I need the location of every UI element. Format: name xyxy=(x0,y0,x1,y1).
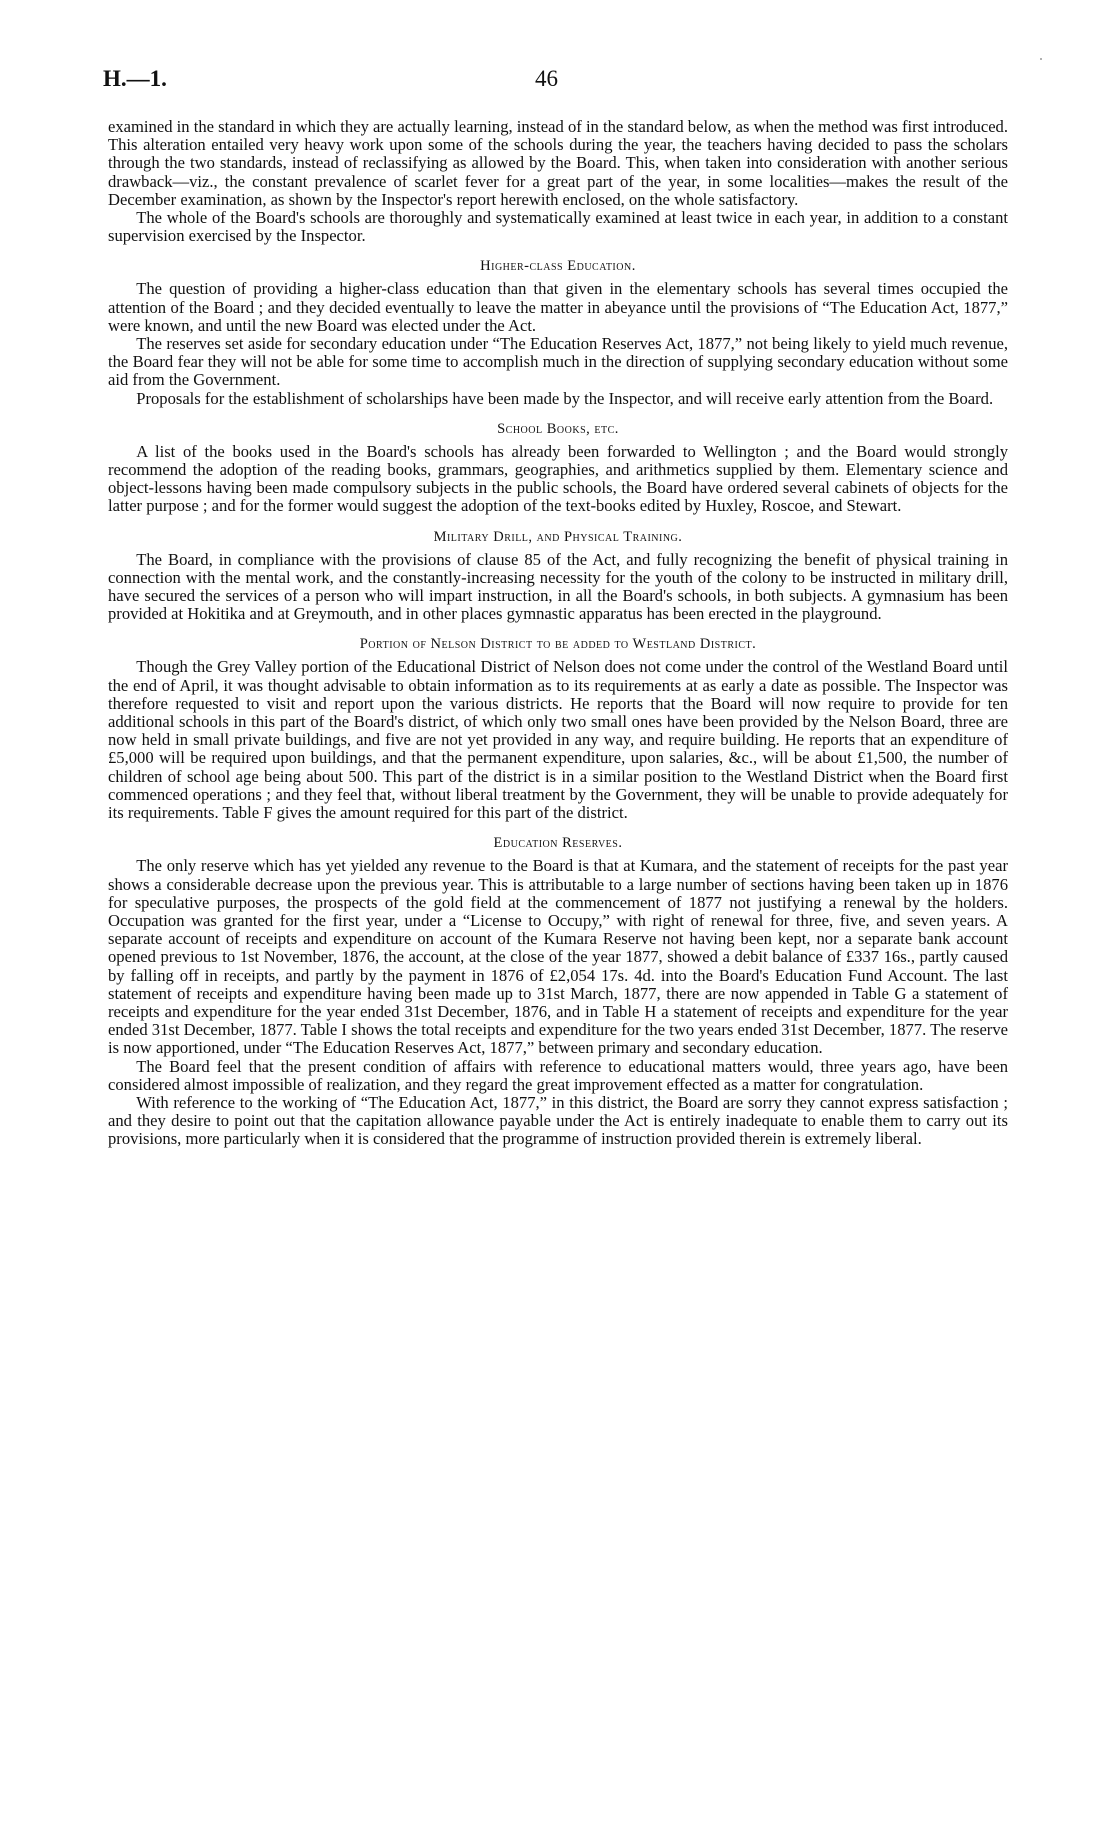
page-header xyxy=(103,66,1011,102)
paragraph: The reserves set aside for secondary education under “The Education Reserves Act, 1877,” not being likely to yield much revenue, the Board fear they will not be able for some time to accomplish much in the direction of supplying secondary education without some aid from the Government. xyxy=(108,334,1008,390)
paragraph: The question of providing a higher-class education than that given in the elementary schools has several times occupied the attention of the Board ; and they decided eventually to leave the matter in abeyance until the provisions of “The Education Act, 1877,” were known, and until the new Board was elected under the Act. xyxy=(108,279,1008,335)
paragraph: The Board feel that the present condition of affairs with reference to educational matters would, three years ago, have been considered almost impossible of realization, and they regard the great improvement effected as a matter for congratulation. xyxy=(108,1056,1008,1094)
document-reference: H.—1. xyxy=(103,66,167,91)
paragraph: Though the Grey Valley portion of the Educational District of Nelson does not come under the control of the Westland Board until the end of April, it was thought advisable to obtain information as to its requirements at as early a date as possible. The Inspector was therefore requested to visit and report upon the various districts. He reports that the Board will now require to provide for ten additional schools in this part of the Board's district, of which only two small ones have been provided by the Nelson Board, three are now held in small private buildings, and five are not yet provided in any way, and require building. He reports that an expenditure of £5,000 will be required upon buildings, and that the permanent expenditure, upon salaries, &c., will be about £1,500, the number of children of school age being about 500. This part of the district is in a similar position to the Westland District when the Board first commenced operations ; and they feel that, without liberal treatment by the Government, they will be unable to provide adequately for its requirements. Table F gives the amount required for this part of the district. xyxy=(108,657,1008,823)
section-heading-higher-class-education: Higher-class Education. xyxy=(480,258,636,275)
section-heading-nelson-district: Portion of Nelson District to be added to Westland District. xyxy=(359,636,757,653)
page-speck xyxy=(1040,58,1042,60)
paragraph: A list of the books used in the Board's schools has already been forwarded to Wellington ; and the Board would strongly recommend the adoption of the reading books, grammars, geographies, and arithmetics supplied by them. Elementary science and object-lessons having been made compulsory subjects in the public schools, the Board have ordered several cabinets of objects for the latter purpose ; and for the former would suggest the adoption of the text-books edited by Huxley, Roscoe, and Stewart. xyxy=(108,441,1008,516)
paragraph: With reference to the working of “The Education Act, 1877,” in this district, the Board are sorry they cannot express satisfaction ; and they desire to point out that the capitation allowance payable under the Act is entirely inadequate to enable them to carry out its provisions, more particularly when it is considered that the programme of instruction provided therein is extremely liberal. xyxy=(108,1092,1008,1149)
body-text xyxy=(108,118,1008,1149)
paragraph: Proposals for the establishment of scholarships have been made by the Inspector, and will receive early attention from the Board. xyxy=(136,388,994,408)
page-number: 46 xyxy=(535,66,558,91)
section-heading-school-books: School Books, etc. xyxy=(497,420,619,437)
paragraph: The whole of the Board's schools are thoroughly and systematically examined at least twice in each year, in addition to a constant supervision exercised by the Inspector. xyxy=(108,208,1008,246)
paragraph: examined in the standard in which they are actually learning, instead of in the standard below, as when the method was first introduced. This alteration entailed very heavy work upon some of the schools during the year, the teachers having decided to pass the scholars through the two standards, instead of reclassifying as allowed by the Board. This, when taken into consideration with another serious drawback—viz., the constant prevalence of scarlet fever for a great part of the year, in some localities—makes the result of the December examination, as shown by the Inspector's report herewith enclosed, on the whole satisfactory. xyxy=(108,117,1008,209)
paragraph: The Board, in compliance with the provisions of clause 85 of the Act, and fully recognizing the benefit of physical training in connection with the mental work, and the constantly-increasing necessity for the youth of the colony to be instructed in military drill, have secured the services of a person who will impart instruction, in all the Board's schools, in both subjects. A gymnasium has been provided at Hokitika and at Greymouth, and in other places gymnastic apparatus has been erected in the playground. xyxy=(108,549,1008,624)
section-heading-education-reserves: Education Reserves. xyxy=(493,835,623,852)
section-heading-military-drill: Military Drill, and Physical Training. xyxy=(433,528,683,545)
paragraph: The only reserve which has yet yielded any revenue to the Board is that at Kumara, and the statement of receipts for the past year shows a considerable decrease upon the previous year. This is attributable to a large number of sections having been taken up in 1876 for speculative purposes, the prospects of the gold field at the commencement of 1877 not justifying a renewal by the holders. Occupation was granted for the first year, under a “License to Occupy,” with right of renewal for three, five, and seven years. A separate account of receipts and expenditure on account of the Kumara Reserve not having been kept, nor a separate bank account opened previous to 1st November, 1876, the account, at the close of the year 1877, showed a debit balance of £337 16s., partly caused by falling off in receipts, and partly by the payment in 1876 of £2,054 17s. 4d. into the Board's Education Fund Account. The last statement of receipts and expenditure having been made up to 31st March, 1877, there are now appended in Table G a statement of receipts and expenditure for the year ended 31st December, 1876, and in Table H a statement of receipts and expenditure for the year ended 31st December, 1877. Table I shows the total receipts and expenditure for the two years ended 31st December, 1877. The reserve is now apportioned, under “The Education Reserves Act, 1877,” between primary and secondary education. xyxy=(108,856,1008,1058)
